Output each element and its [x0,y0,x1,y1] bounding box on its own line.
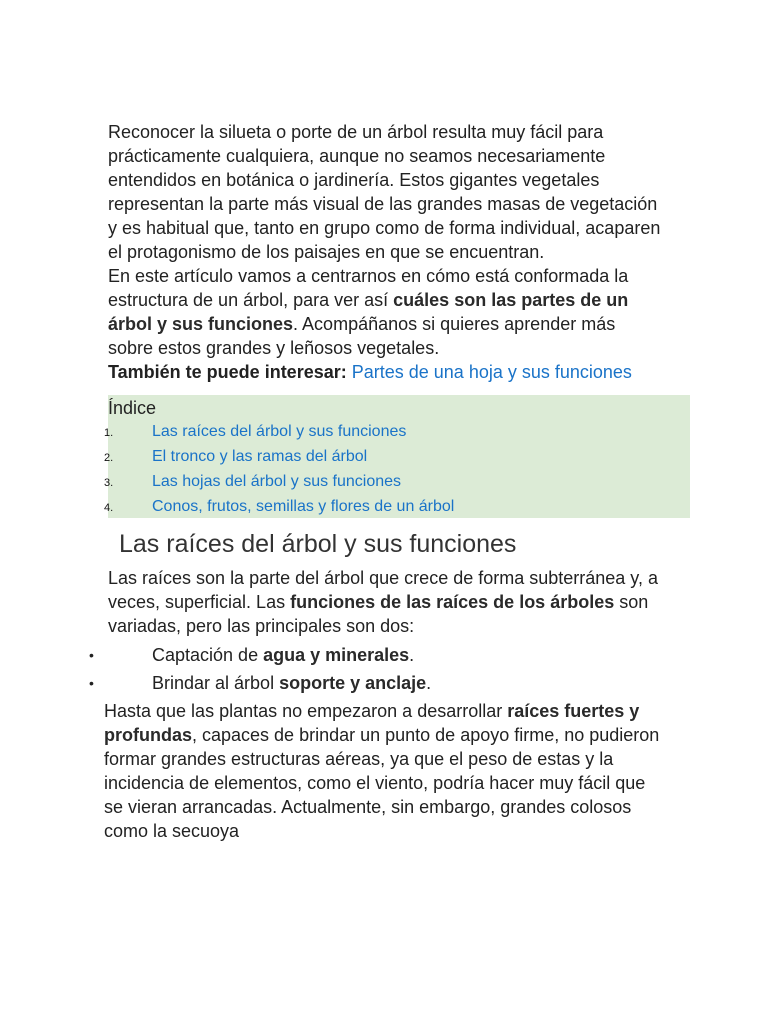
toc-item-number: 3. [104,477,114,489]
section-heading-raices: Las raíces del árbol y sus funciones [119,530,517,558]
toc-item-number: 2. [104,452,114,464]
toc-link-tronco[interactable]: El tronco y las ramas del árbol [152,448,368,465]
related-article [108,360,664,384]
table-of-contents [104,395,690,518]
related-link[interactable]: Partes de una hoja y sus funciones [351,362,632,382]
bullet-post: . [409,645,415,665]
s1-p2-end: , capaces de brindar un punto de apoyo firme, no pudieron formar grandes estructuras aéreas, ya que el peso de estas y la incidencia de elementos, como el viento, podría hacer muy fácil que se vieran arrancadas. Actualmente, sin embargo, grandes colosos como la secuoya [104,725,660,841]
section1-paragraph-2 [104,699,664,843]
intro-p2-end: . Acompáñanos si quieres aprender más sobre estos grandes y leñosos vegetales. [108,314,616,358]
bullet-post: . [426,673,432,693]
bullet-text [152,643,414,667]
toc-item-number: 4. [104,502,114,514]
s1-p2-bold: raíces fuertes y profundas [104,701,640,745]
s1-p1-start: Las raíces son la parte del árbol que crece de forma subterránea y, a veces, superficial. Las [108,568,658,612]
s1-p2-start: Hasta que las plantas no empezaron a desarrollar [104,701,508,721]
bullet-icon: • [89,647,94,663]
list-item [89,643,664,671]
article-body [89,120,664,843]
intro-paragraph-2 [108,264,664,360]
bullet-bold: soporte y anclaje [279,673,427,693]
intro-p2-start: En este artículo vamos a centrarnos en cómo está conformada la estructura de un árbol, para ver así [108,266,629,310]
functions-list [89,643,664,699]
toc-item-number: 1. [104,427,114,439]
toc-link-conos[interactable]: Conos, frutos, semillas y flores de un árbol [152,498,455,515]
section1-paragraph-1 [108,566,664,638]
bullet-bold: agua y minerales [263,645,410,665]
toc-link-hojas[interactable]: Las hojas del árbol y sus funciones [152,473,402,490]
bullet-pre: Brindar al árbol [152,673,280,693]
bullet-pre: Captación de [152,645,264,665]
intro-paragraph-1: Reconocer la silueta o porte de un árbol resulta muy fácil para prácticamente cualquiera, aunque no seamos necesariamente entendidos en botánica o jardinería. Estos gigantes vegetales representan la parte más visual de las grandes masas de vegetación y es habitual que, tanto en grupo como de forma individual, acaparen el protagonismo de los paisajes en que se encuentran. [108,122,661,262]
intro-p2-bold: cuáles son las partes de un árbol y sus funciones [108,290,629,334]
related-label: También te puede interesar: [108,362,352,382]
toc-link-raices[interactable]: Las raíces del árbol y sus funciones [152,423,407,440]
toc-title: Índice [108,398,157,418]
s1-p1-bold: funciones de las raíces de los árboles [290,592,615,612]
bullet-icon: • [89,675,94,691]
bullet-text [152,671,431,695]
s1-p1-end: son variadas, pero las principales son dos: [108,592,649,636]
list-item [89,671,664,699]
